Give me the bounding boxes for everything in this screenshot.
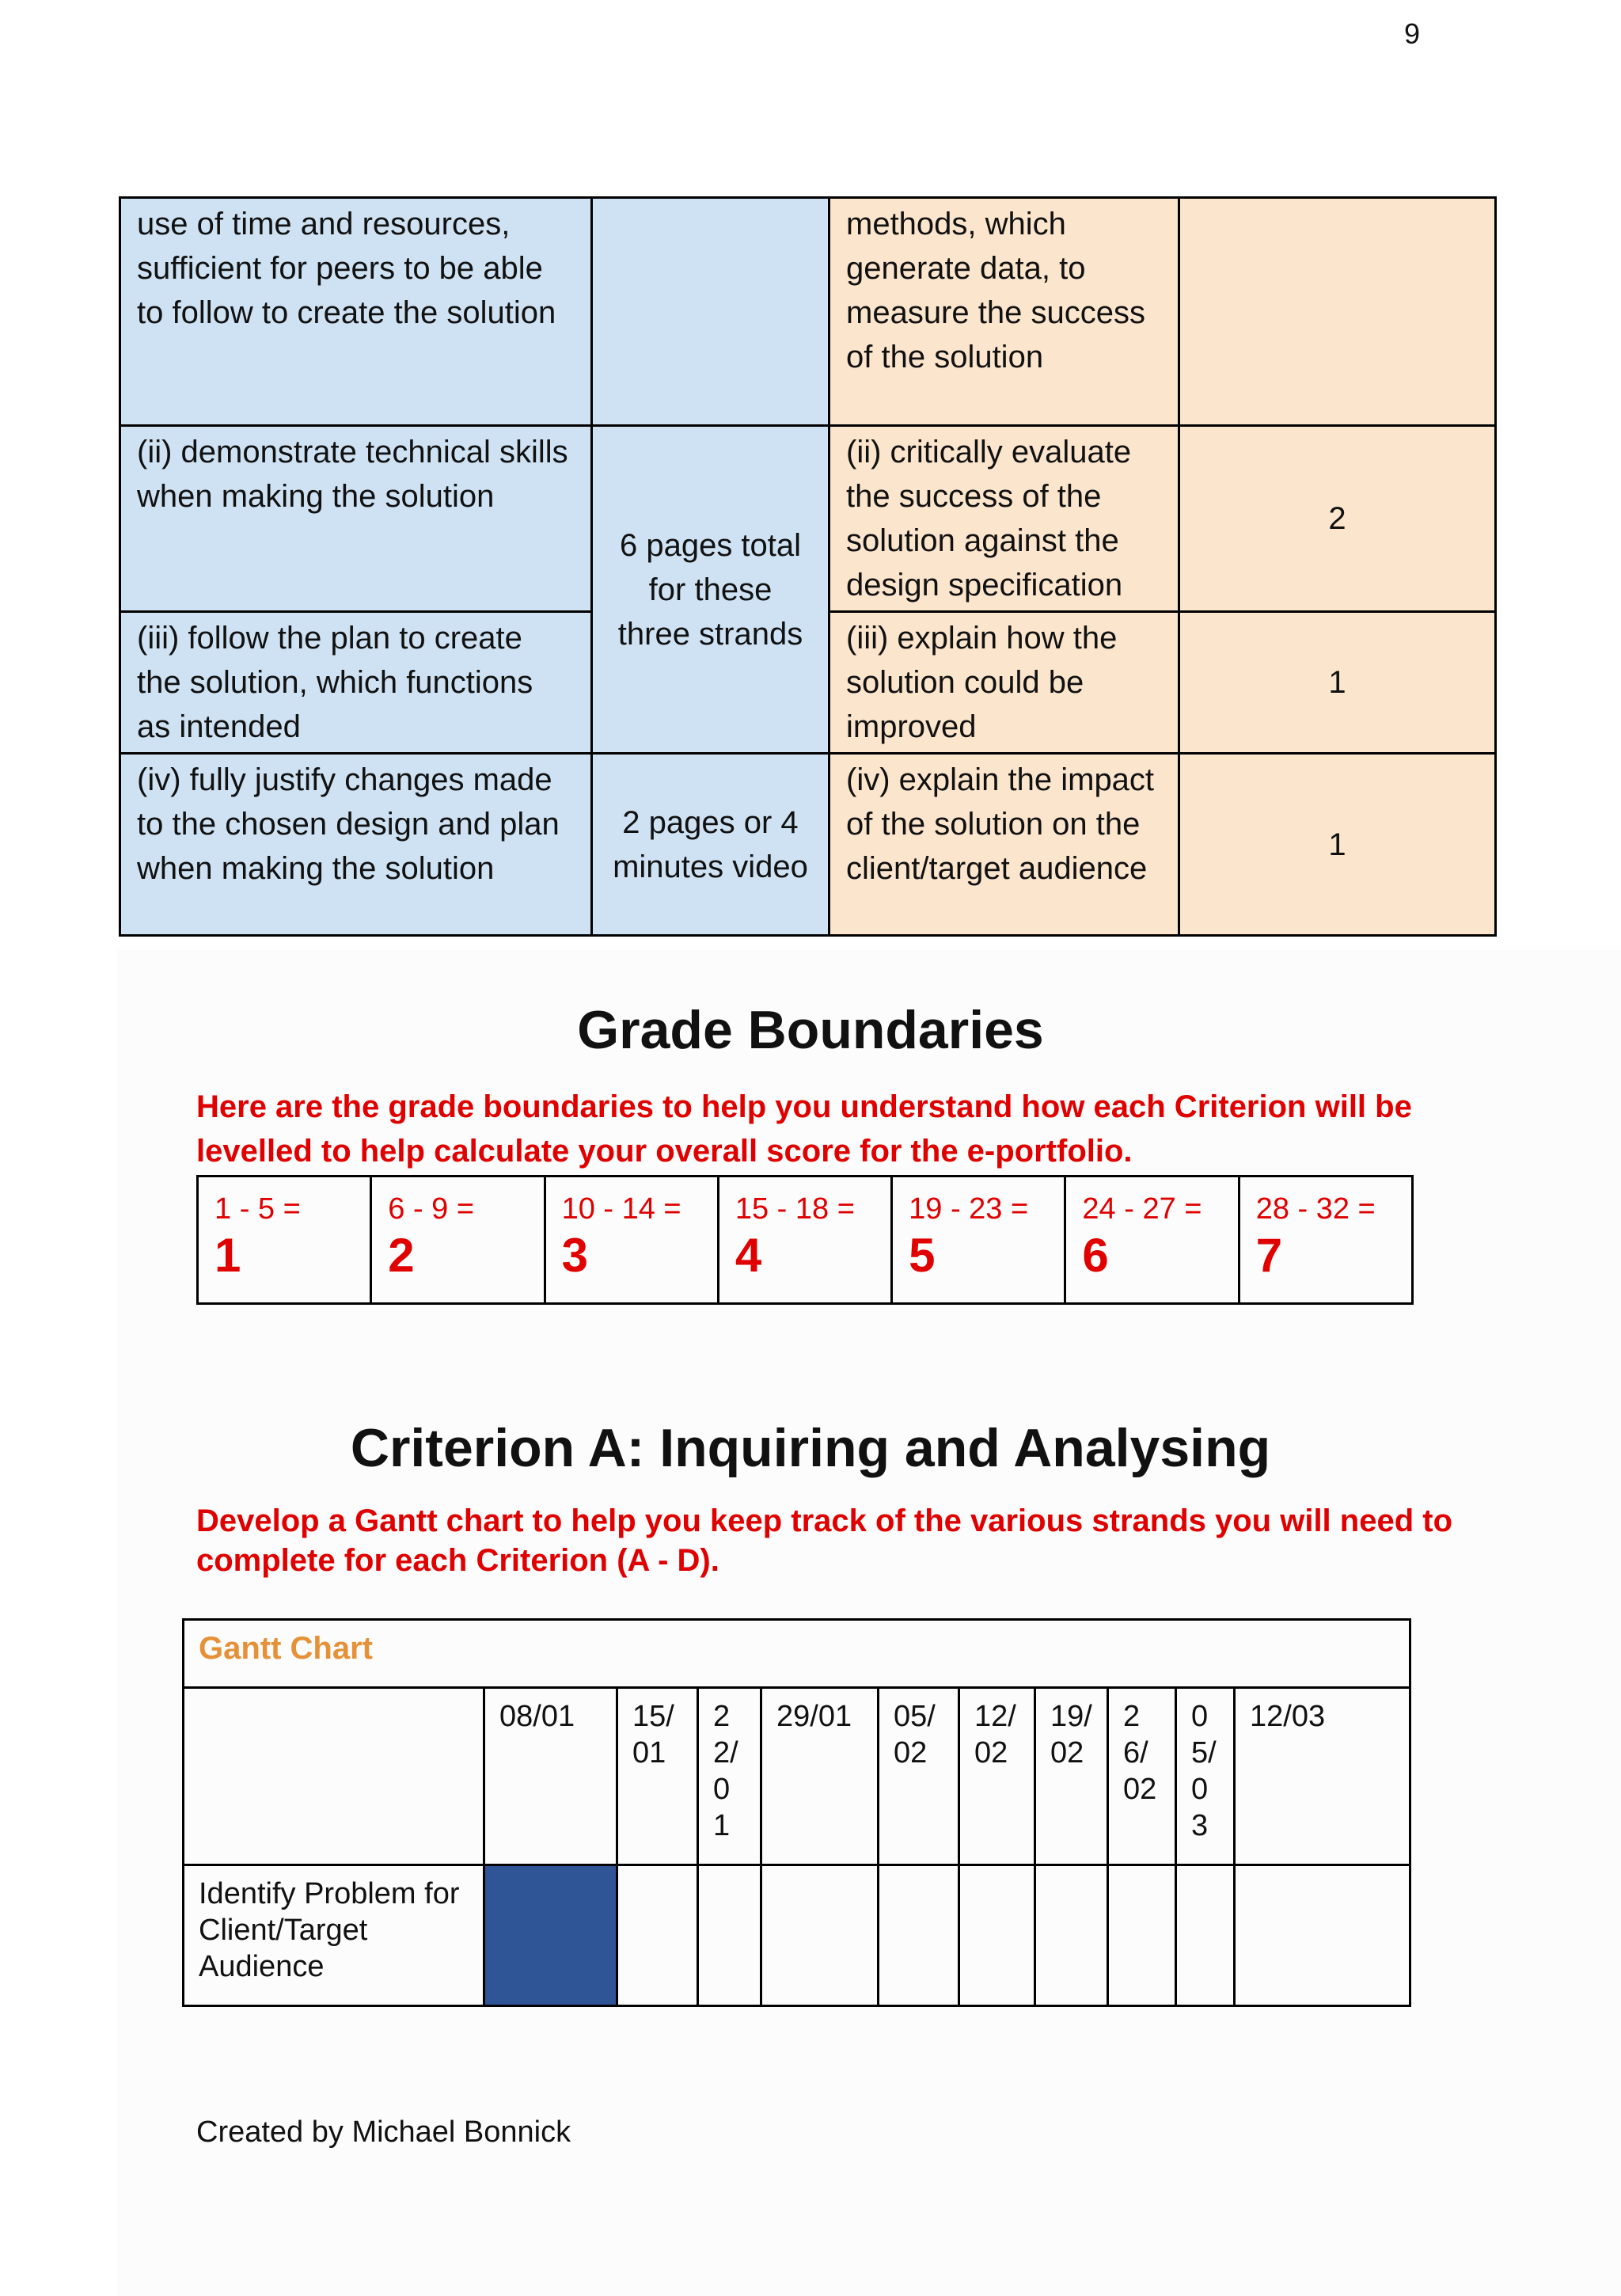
marks-cell <box>1179 198 1496 426</box>
grade-level: 7 <box>1255 1229 1283 1282</box>
table-row <box>120 754 1496 936</box>
week-date-header: 22/01 <box>698 1688 761 1865</box>
week-date-header: 05/02 <box>879 1688 959 1865</box>
marks-cell: 1 <box>1179 754 1496 936</box>
grade-band <box>198 1177 371 1304</box>
criterion-a-note: Develop a Gantt chart to help you keep track of the various strands you will need to complete for each Criterion (A - D). <box>196 1503 1453 1578</box>
table-row <box>120 198 1496 426</box>
gantt-empty-cell[interactable] <box>698 1865 761 2006</box>
grade-range: 15 - 18 = <box>735 1192 855 1226</box>
page-number: 9 <box>1404 17 1421 50</box>
grade-band <box>371 1177 545 1304</box>
week-date-header: 29/01 <box>761 1688 879 1865</box>
gantt-empty-cell[interactable] <box>1035 1865 1108 2006</box>
grade-level: 1 <box>214 1229 241 1282</box>
week-date-header: 19/02 <box>1035 1688 1108 1865</box>
gantt-header-row <box>184 1688 1410 1865</box>
task-name: Identify Problem for Client/Target Audience <box>184 1865 484 2006</box>
grade-range: 19 - 23 = <box>909 1192 1029 1226</box>
evaluation-cell: methods, which generate data, to measure the success of the solution <box>829 198 1179 426</box>
grade-band <box>545 1177 718 1304</box>
evaluation-cell: (iii) explain how the solution could be improved <box>829 612 1179 754</box>
grade-band <box>892 1177 1065 1304</box>
footer-credit: Created by Michael Bonnick <box>196 2115 571 2149</box>
week-date-header: 15/01 <box>617 1688 698 1865</box>
table-row <box>184 1620 1410 1688</box>
evaluation-cell: (iv) explain the impact of the solution on the client/target audience <box>829 754 1179 936</box>
criterion-a-heading: Criterion A: Inquiring and Analysing <box>350 1418 1271 1478</box>
week-date-header: 12/02 <box>959 1688 1035 1865</box>
grade-band <box>1239 1177 1412 1304</box>
grade-range: 24 - 27 = <box>1082 1192 1202 1226</box>
task-header-cell <box>184 1688 484 1865</box>
gantt-empty-cell[interactable] <box>761 1865 879 2006</box>
week-date-header: 08/01 <box>484 1688 617 1865</box>
grade-range: 10 - 14 = <box>561 1192 681 1226</box>
table-row <box>120 426 1496 612</box>
gantt-empty-cell[interactable] <box>879 1865 959 2006</box>
grade-boundaries-note: Here are the grade boundaries to help you understand how each Criterion will be levelled to help calculate your overall score for the e-portfolio. <box>196 1089 1412 1169</box>
length-cell: 2 pages or 4 minutes video <box>592 754 829 936</box>
week-date-header: 12/03 <box>1235 1688 1410 1865</box>
strand-cell: (ii) demonstrate technical skills when making the solution <box>120 426 592 612</box>
grade-level: 3 <box>561 1229 588 1282</box>
marks-cell: 1 <box>1179 612 1496 754</box>
grade-range: 28 - 32 = <box>1255 1192 1376 1226</box>
grade-boundaries-heading: Grade Boundaries <box>577 1000 1044 1060</box>
grade-level: 5 <box>909 1229 936 1282</box>
strand-cell: (iii) follow the plan to create the solution, which functions as intended <box>120 612 592 754</box>
grade-range: 6 - 9 = <box>388 1192 475 1226</box>
gantt-empty-cell[interactable] <box>1108 1865 1176 2006</box>
gantt-task-row <box>184 1865 1410 2006</box>
week-date-header: 05/03 <box>1176 1688 1235 1865</box>
gantt-bar-cell[interactable] <box>484 1865 617 2006</box>
gantt-empty-cell[interactable] <box>1235 1865 1410 2006</box>
grade-boundaries-table <box>196 1175 1414 1305</box>
gantt-chart-title: Gantt Chart <box>184 1620 1410 1688</box>
grade-band <box>718 1177 891 1304</box>
grade-level: 2 <box>388 1229 415 1282</box>
grade-level: 4 <box>735 1229 762 1282</box>
marks-cell: 2 <box>1179 426 1496 612</box>
length-cell: 6 pages total for these three strands <box>592 426 829 754</box>
strand-cell: use of time and resources, sufficient for peers to be able to follow to create the solution <box>120 198 592 426</box>
criterion-table <box>119 196 1497 937</box>
grade-range: 1 - 5 = <box>214 1192 301 1226</box>
length-cell <box>592 198 829 426</box>
table-row <box>198 1177 1413 1304</box>
gantt-chart-table <box>182 1618 1411 2007</box>
evaluation-cell: (ii) critically evaluate the success of the solution against the design specification <box>829 426 1179 612</box>
week-date-header: 26/02 <box>1108 1688 1176 1865</box>
grade-level: 6 <box>1082 1229 1109 1282</box>
gantt-empty-cell[interactable] <box>617 1865 698 2006</box>
gantt-empty-cell[interactable] <box>1176 1865 1235 2006</box>
strand-cell: (iv) fully justify changes made to the chosen design and plan when making the solution <box>120 754 592 936</box>
grade-band <box>1065 1177 1239 1304</box>
gantt-empty-cell[interactable] <box>959 1865 1035 2006</box>
